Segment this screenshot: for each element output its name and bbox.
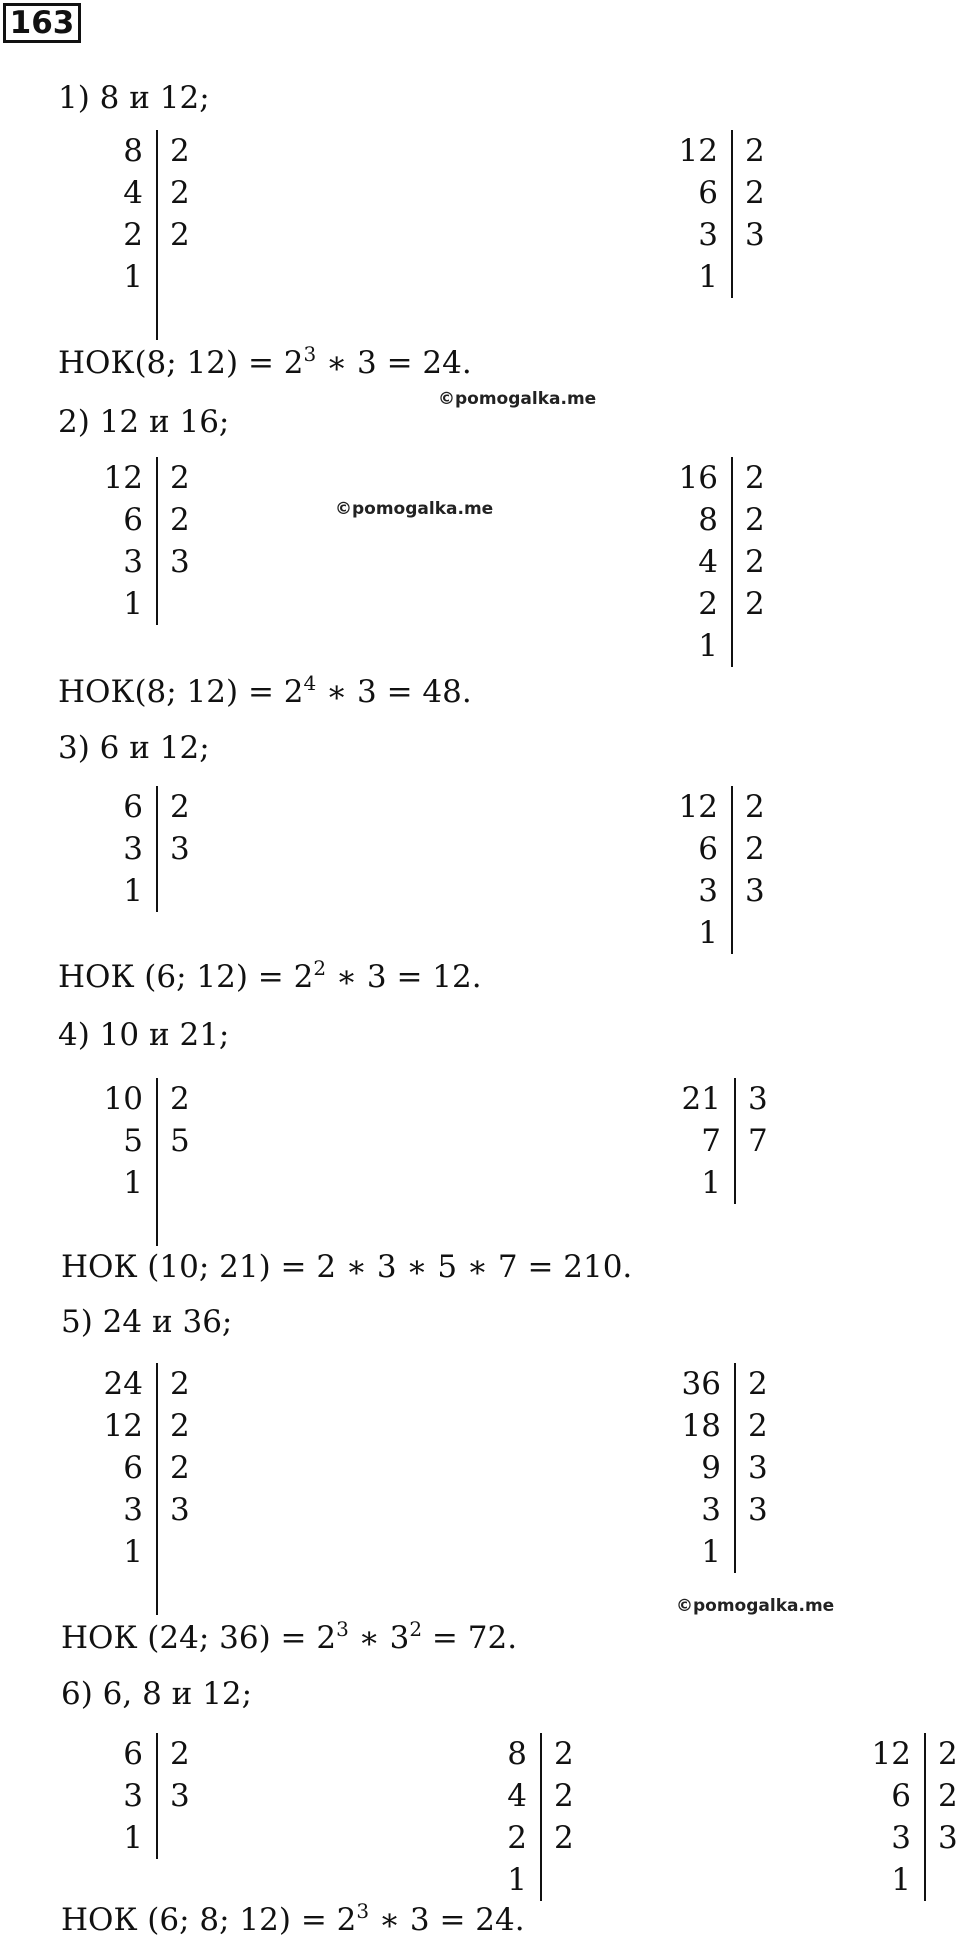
divisor: 2 bbox=[170, 133, 190, 169]
factor-value: 1 bbox=[123, 1820, 143, 1856]
divisor: 2 bbox=[170, 1081, 190, 1117]
divider-line bbox=[156, 1363, 158, 1615]
factor-value: 3 bbox=[123, 1492, 143, 1528]
factor-value: 1 bbox=[701, 1165, 721, 1201]
factor-value: 1 bbox=[123, 1165, 143, 1201]
divider-line bbox=[156, 1733, 158, 1859]
divisor: 2 bbox=[170, 1366, 190, 1402]
divider-line bbox=[734, 1363, 736, 1573]
result-exponent: 2 bbox=[409, 1617, 423, 1641]
factor-value: 10 bbox=[103, 1081, 143, 1117]
divisor: 3 bbox=[170, 831, 190, 867]
divisor: 3 bbox=[170, 1778, 190, 1814]
factor-value: 3 bbox=[123, 1778, 143, 1814]
factor-value: 12 bbox=[103, 460, 143, 496]
divider-line bbox=[924, 1733, 926, 1901]
divisor: 7 bbox=[748, 1123, 768, 1159]
section-4-result: НОК (10; 21) = 2 ∗ 3 ∗ 5 ∗ 7 = 210. bbox=[61, 1249, 633, 1285]
result-exponent: 3 bbox=[356, 1899, 370, 1923]
divisor: 2 bbox=[170, 1736, 190, 1772]
divisor: 2 bbox=[554, 1778, 574, 1814]
factor-value: 36 bbox=[681, 1366, 721, 1402]
result-text: ∗ 3 = 48. bbox=[316, 674, 472, 710]
factor-value: 3 bbox=[698, 217, 718, 253]
result-text: = 72. bbox=[422, 1620, 518, 1656]
factor-value: 2 bbox=[507, 1820, 527, 1856]
divisor: 3 bbox=[170, 544, 190, 580]
factor-value: 4 bbox=[123, 175, 143, 211]
factor-value: 7 bbox=[701, 1123, 721, 1159]
factor-value: 9 bbox=[701, 1450, 721, 1486]
factor-value: 1 bbox=[698, 259, 718, 295]
factor-value: 3 bbox=[123, 831, 143, 867]
divider-line bbox=[731, 130, 733, 298]
divider-line bbox=[156, 457, 158, 625]
factor-value: 8 bbox=[507, 1736, 527, 1772]
factor-value: 6 bbox=[123, 1450, 143, 1486]
section-5-result bbox=[61, 1617, 518, 1656]
factor-value: 6 bbox=[698, 831, 718, 867]
section-3-result bbox=[58, 956, 482, 995]
factor-value: 16 bbox=[678, 460, 718, 496]
factor-value: 2 bbox=[123, 217, 143, 253]
result-text: ∗ 3 = 12. bbox=[326, 959, 482, 995]
divisor: 2 bbox=[745, 544, 765, 580]
factor-value: 8 bbox=[123, 133, 143, 169]
factor-value: 1 bbox=[507, 1862, 527, 1898]
divisor: 3 bbox=[748, 1492, 768, 1528]
factor-value: 2 bbox=[698, 586, 718, 622]
divisor: 3 bbox=[748, 1081, 768, 1117]
divisor: 2 bbox=[748, 1408, 768, 1444]
factor-value: 12 bbox=[871, 1736, 911, 1772]
factor-value: 1 bbox=[123, 259, 143, 295]
result-exponent: 2 bbox=[313, 956, 327, 980]
factor-value: 8 bbox=[698, 502, 718, 538]
factor-value: 1 bbox=[123, 1534, 143, 1570]
divisor: 2 bbox=[170, 1408, 190, 1444]
result-exponent: 3 bbox=[336, 1617, 349, 1641]
divisor: 3 bbox=[938, 1820, 958, 1856]
divisor: 3 bbox=[745, 217, 765, 253]
divider-line bbox=[734, 1078, 736, 1204]
factor-value: 21 bbox=[681, 1081, 721, 1117]
divider-line bbox=[540, 1733, 542, 1901]
section-2-result bbox=[58, 671, 472, 710]
factor-value: 1 bbox=[891, 1862, 911, 1898]
divisor: 2 bbox=[748, 1366, 768, 1402]
result-exponent: 4 bbox=[303, 671, 317, 695]
factor-value: 6 bbox=[698, 175, 718, 211]
divisor: 2 bbox=[170, 1450, 190, 1486]
result-text: ∗ 3 = 24. bbox=[316, 345, 472, 381]
factor-value: 6 bbox=[123, 789, 143, 825]
section-1-title: 1) 8 и 12; bbox=[58, 80, 210, 116]
factor-value: 1 bbox=[698, 628, 718, 664]
divider-line bbox=[156, 786, 158, 912]
divisor: 3 bbox=[170, 1492, 190, 1528]
watermark: ©pomogalka.me bbox=[676, 1596, 835, 1616]
divider-line bbox=[156, 1078, 158, 1246]
section-6-result bbox=[61, 1899, 525, 1938]
section-4-title: 4) 10 и 21; bbox=[58, 1017, 230, 1053]
section-5-title: 5) 24 и 36; bbox=[61, 1304, 233, 1340]
factor-value: 12 bbox=[678, 789, 718, 825]
factor-value: 3 bbox=[891, 1820, 911, 1856]
divisor: 2 bbox=[745, 586, 765, 622]
result-exponent: 3 bbox=[303, 342, 317, 366]
section-3-title: 3) 6 и 12; bbox=[58, 730, 210, 766]
factor-value: 3 bbox=[123, 544, 143, 580]
factor-value: 3 bbox=[701, 1492, 721, 1528]
factor-value: 24 bbox=[103, 1366, 143, 1402]
watermark: ©pomogalka.me bbox=[438, 389, 597, 409]
divider-line bbox=[731, 457, 733, 667]
section-1-result bbox=[58, 342, 472, 381]
result-text: ∗ 3 bbox=[348, 1620, 410, 1656]
divisor: 5 bbox=[170, 1123, 190, 1159]
divisor: 2 bbox=[170, 789, 190, 825]
section-2-title: 2) 12 и 16; bbox=[58, 404, 230, 440]
factor-value: 18 bbox=[681, 1408, 721, 1444]
watermark: ©pomogalka.me bbox=[335, 499, 494, 519]
result-text: НОК (6; 12) = 2 bbox=[58, 959, 314, 995]
factor-value: 1 bbox=[123, 873, 143, 909]
factor-value: 1 bbox=[698, 915, 718, 951]
divisor: 2 bbox=[554, 1736, 574, 1772]
result-text: ∗ 3 = 24. bbox=[369, 1902, 525, 1938]
factor-value: 3 bbox=[698, 873, 718, 909]
divisor: 2 bbox=[745, 789, 765, 825]
divisor: 2 bbox=[745, 831, 765, 867]
divisor: 2 bbox=[745, 133, 765, 169]
divisor: 2 bbox=[745, 175, 765, 211]
result-text: НОК (24; 36) = 2 bbox=[61, 1620, 337, 1656]
divider-line bbox=[731, 786, 733, 954]
factor-value: 6 bbox=[123, 1736, 143, 1772]
divisor: 2 bbox=[170, 502, 190, 538]
divisor: 2 bbox=[170, 460, 190, 496]
factor-value: 4 bbox=[698, 544, 718, 580]
section-6-title: 6) 6, 8 и 12; bbox=[61, 1676, 253, 1712]
divisor: 2 bbox=[938, 1778, 958, 1814]
factor-value: 1 bbox=[123, 586, 143, 622]
divisor: 2 bbox=[554, 1820, 574, 1856]
result-text: НОК(8; 12) = 2 bbox=[58, 674, 304, 710]
factor-value: 12 bbox=[678, 133, 718, 169]
divisor: 2 bbox=[170, 175, 190, 211]
factor-value: 5 bbox=[123, 1123, 143, 1159]
result-text: НОК(8; 12) = 2 bbox=[58, 345, 304, 381]
factor-value: 1 bbox=[701, 1534, 721, 1570]
divisor: 2 bbox=[938, 1736, 958, 1772]
factor-value: 6 bbox=[123, 502, 143, 538]
divisor: 2 bbox=[745, 460, 765, 496]
divisor: 2 bbox=[170, 217, 190, 253]
divisor: 3 bbox=[745, 873, 765, 909]
task-number: 163 bbox=[3, 3, 81, 43]
divisor: 2 bbox=[745, 502, 765, 538]
factor-value: 6 bbox=[891, 1778, 911, 1814]
divider-line bbox=[156, 130, 158, 340]
divisor: 3 bbox=[748, 1450, 768, 1486]
result-text: НОК (6; 8; 12) = 2 bbox=[61, 1902, 357, 1938]
factor-value: 4 bbox=[507, 1778, 527, 1814]
factor-value: 12 bbox=[103, 1408, 143, 1444]
